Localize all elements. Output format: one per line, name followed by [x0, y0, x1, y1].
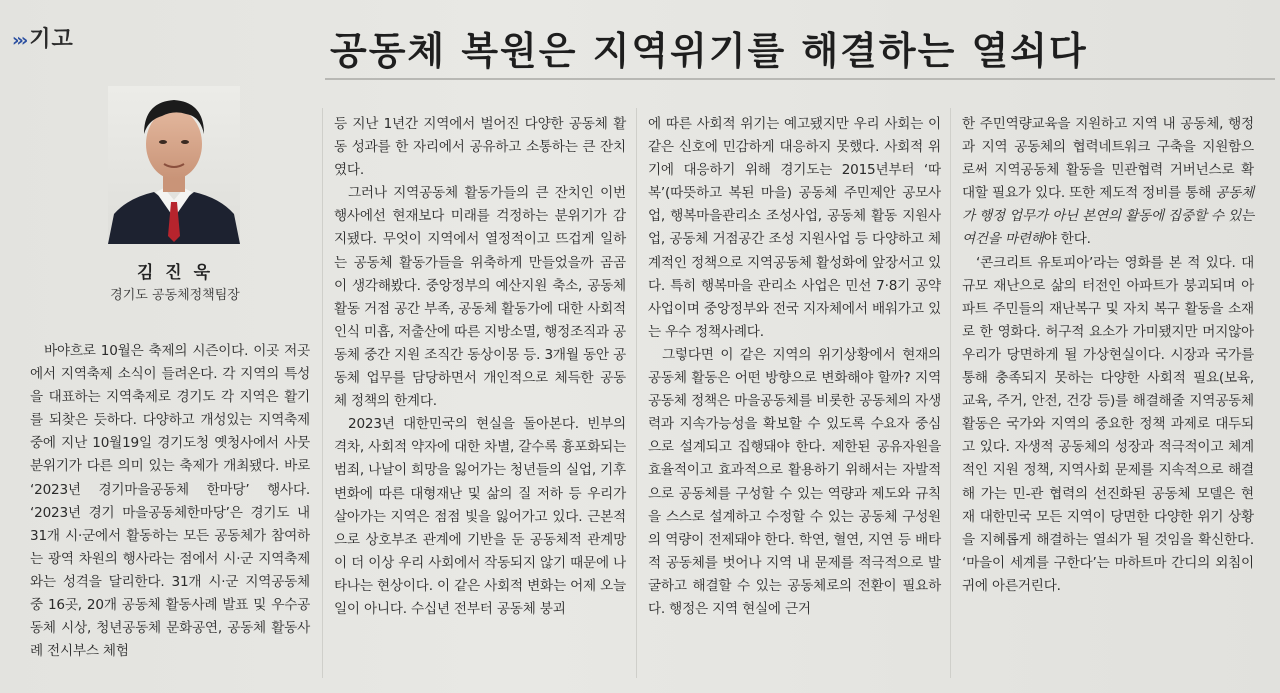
article-column-1: [30, 340, 310, 663]
article-column-4: [962, 113, 1254, 598]
article-text: 야 한다.: [1043, 231, 1091, 248]
article-paragraph: 에 따른 사회적 위기는 예고됐지만 우리 사회는 이 같은 신호에 민감하게 대응하지 못했다. 사회적 위기에 대응하기 위해 경기도는 2015년부터 ‘따복’(따뜻하고 복된 마을) 공동체 주민제안 공모사업, 행복마을관리소 조성사업, 공동체 활동 지원사업, 공동체 거점공간 조성 지원사업 등 다양하고 체계적인 정책으로 지역공동체 활성화에 앞장서고 있다. 특히 행복마을 관리소 사업은 민선 7·8기 공약사업이며 중앙정부와 전국 지자체에서 배워가고 있는 우수 정책사례다.: [648, 116, 941, 340]
article-paragraph: 그렇다면 이 같은 지역의 위기상황에서 현재의 공동체 활동은 어떤 방향으로 변화해야 할까? 지역공동체 정책은 마을공동체를 비롯한 공동체의 자생력과 지속가능성을 확보할 수 있도록 수요자 중심으로 설계되고 집행돼야 한다. 제한된 공유자원을 효율적이고 효과적으로 활용하기 위해서는 자발적으로 공동체를 구성할 수 있는 역량과 제도와 규칙을 스스로 설계하고 수정할 수 있는 공동체 구성원의 역량이 전제돼야 한다. 학연, 혈연, 지연 등 배타적 공동체를 벗어나 지역 내 문제를 적극적으로 발굴하고 해결할 수 있는 공동체로의 전환이 필요하다. 행정은 지역 현실에 근거: [648, 346, 941, 617]
section-label: [12, 22, 74, 53]
headline: 공동체 복원은 지역위기를 해결하는 열쇠다: [330, 29, 1088, 73]
article-text: 한 주민역량교육을 지원하고 지역 내 공동체, 행정과 지역 공동체의 협력네트워크 구축을 지원함으로써 지역공동체 활동을 민관협력 거버넌스로 확대할 필요가 있다. 또한 제도적 정비를 통해: [962, 116, 1254, 202]
byline-name: 김 진 욱: [136, 263, 214, 283]
portrait-icon: [108, 86, 240, 244]
column-divider: [636, 108, 637, 678]
article-paragraph: 바야흐로 10월은 축제의 시즌이다. 이곳 저곳에서 지역축제 소식이 들려온다. 각 지역의 특성을 대표하는 지역축제로 경기도 각 지역은 활기를 되찾은 듯하다. 다양하고 개성있는 지역축제 중에 지난 10월19일 경기도청 옛청사에서 사뭇 분위기가 다른 의미 있는 축제가 개최됐다. 바로 ‘2023년 경기마을공동체 한마당’ 행사다. ‘2023년 경기 마을공동체한마당’은 경기도 내 31개 시·군에서 활동하는 모든 공동체가 참여하는 광역 차원의 행사라는 점에서 시·군 지역축제와는 성격을 달리한다. 31개 시·군 지역공동체 중 16곳, 20개 공동체 활동사례 발표 및 우수공동체 시상, 청년공동체 문화공연, 공동체 활동사례 전시부스 체험: [30, 343, 310, 660]
author-portrait: [108, 86, 240, 244]
column-divider: [322, 108, 323, 678]
article-paragraph: 그러나 지역공동체 활동가들의 큰 잔치인 이번 행사에선 현재보다 미래를 걱정하는 분위기가 감지됐다. 무엇이 지역에서 열정적이고 뜨겁게 일하는 공동체 활동가들을 위축하게 만들었을까 곰곰이 생각해봤다. 중앙정부의 예산지원 축소, 공동체 활동 거점 공간 부족, 공동체 활동가에 대한 사회적 인식 미흡, 저출산에 따른 지방소멸, 행정조직과 공동체 중간 지원 조직간 동상이몽 등. 3개월 동안 공동체 업무를 담당하면서 개인적으로 체득한 공동체 정책의 한계다.: [334, 185, 626, 410]
section-label-text: 기고: [29, 27, 74, 52]
article-paragraph: ‘콘크리트 유토피아’라는 영화를 본 적 있다. 대규모 재난으로 삶의 터전인 아파트가 붕괴되며 아파트 주민들의 재난복구 및 자치 복구 활동을 소재로 한 영화다. 허구적 요소가 가미됐지만 머지않아 우리가 당면하게 될 가상현실이다. 시장과 국가를 통해 충족되지 못하는 다양한 사회적 필요(보육, 교육, 주거, 안전, 건강 등)를 해결해줄 지역공동체 활동은 국가와 지역의 중요한 정책 과제로 대두되고 있다. 자생적 공동체의 성장과 적극적이고 체계적인 지원 정책, 지역사회 문제를 지속적으로 해결해 가는 민-관 협력의 선진화된 공동체 모델은 현재 대한민국 모든 지역이 당면한 다양한 위기 상황을 지혜롭게 해결하는 열쇠가 될 것임을 확신한다. ‘마을이 세계를 구한다’는 마하트마 간디의 외침이 귀에 아른거린다.: [962, 254, 1254, 594]
triple-chevron-icon: ›››: [12, 30, 26, 51]
article-paragraph: [962, 113, 1254, 252]
article-column-2: [334, 113, 626, 621]
byline-title: 경기도 공동체정책팀장: [110, 288, 240, 303]
article-paragraph: 등 지난 1년간 지역에서 벌어진 다양한 공동체 활동 성과를 한 자리에서 공유하고 소통하는 큰 잔치였다.: [334, 116, 626, 179]
article-text-emphasis: 공동체가 행정 업무가 아닌 본연의 활동에 집중할 수 있는 여건을 마련해: [962, 185, 1254, 248]
article-column-3: [648, 113, 941, 621]
article-paragraph: 2023년 대한민국의 현실을 돌아본다. 빈부의 격차, 사회적 약자에 대한 차별, 갈수록 흉포화되는 범죄, 나날이 희망을 잃어가는 청년들의 실업, 기후변화에 따른 대형재난 및 삶의 질 저하 등 우리가 살아가는 지역은 점점 빛을 잃어가고 있다. 근본적으로 상호부조 관계에 기반을 둔 공동체적 관계망이 더 이상 우리 사회에서 작동되지 않기 때문에 나타나는 현상이다. 이 같은 사회적 변화는 어제 오늘 일이 아니다. 수십년 전부터 공동체 붕괴: [334, 416, 626, 617]
headline-divider: [325, 78, 1275, 80]
column-divider: [950, 108, 951, 678]
